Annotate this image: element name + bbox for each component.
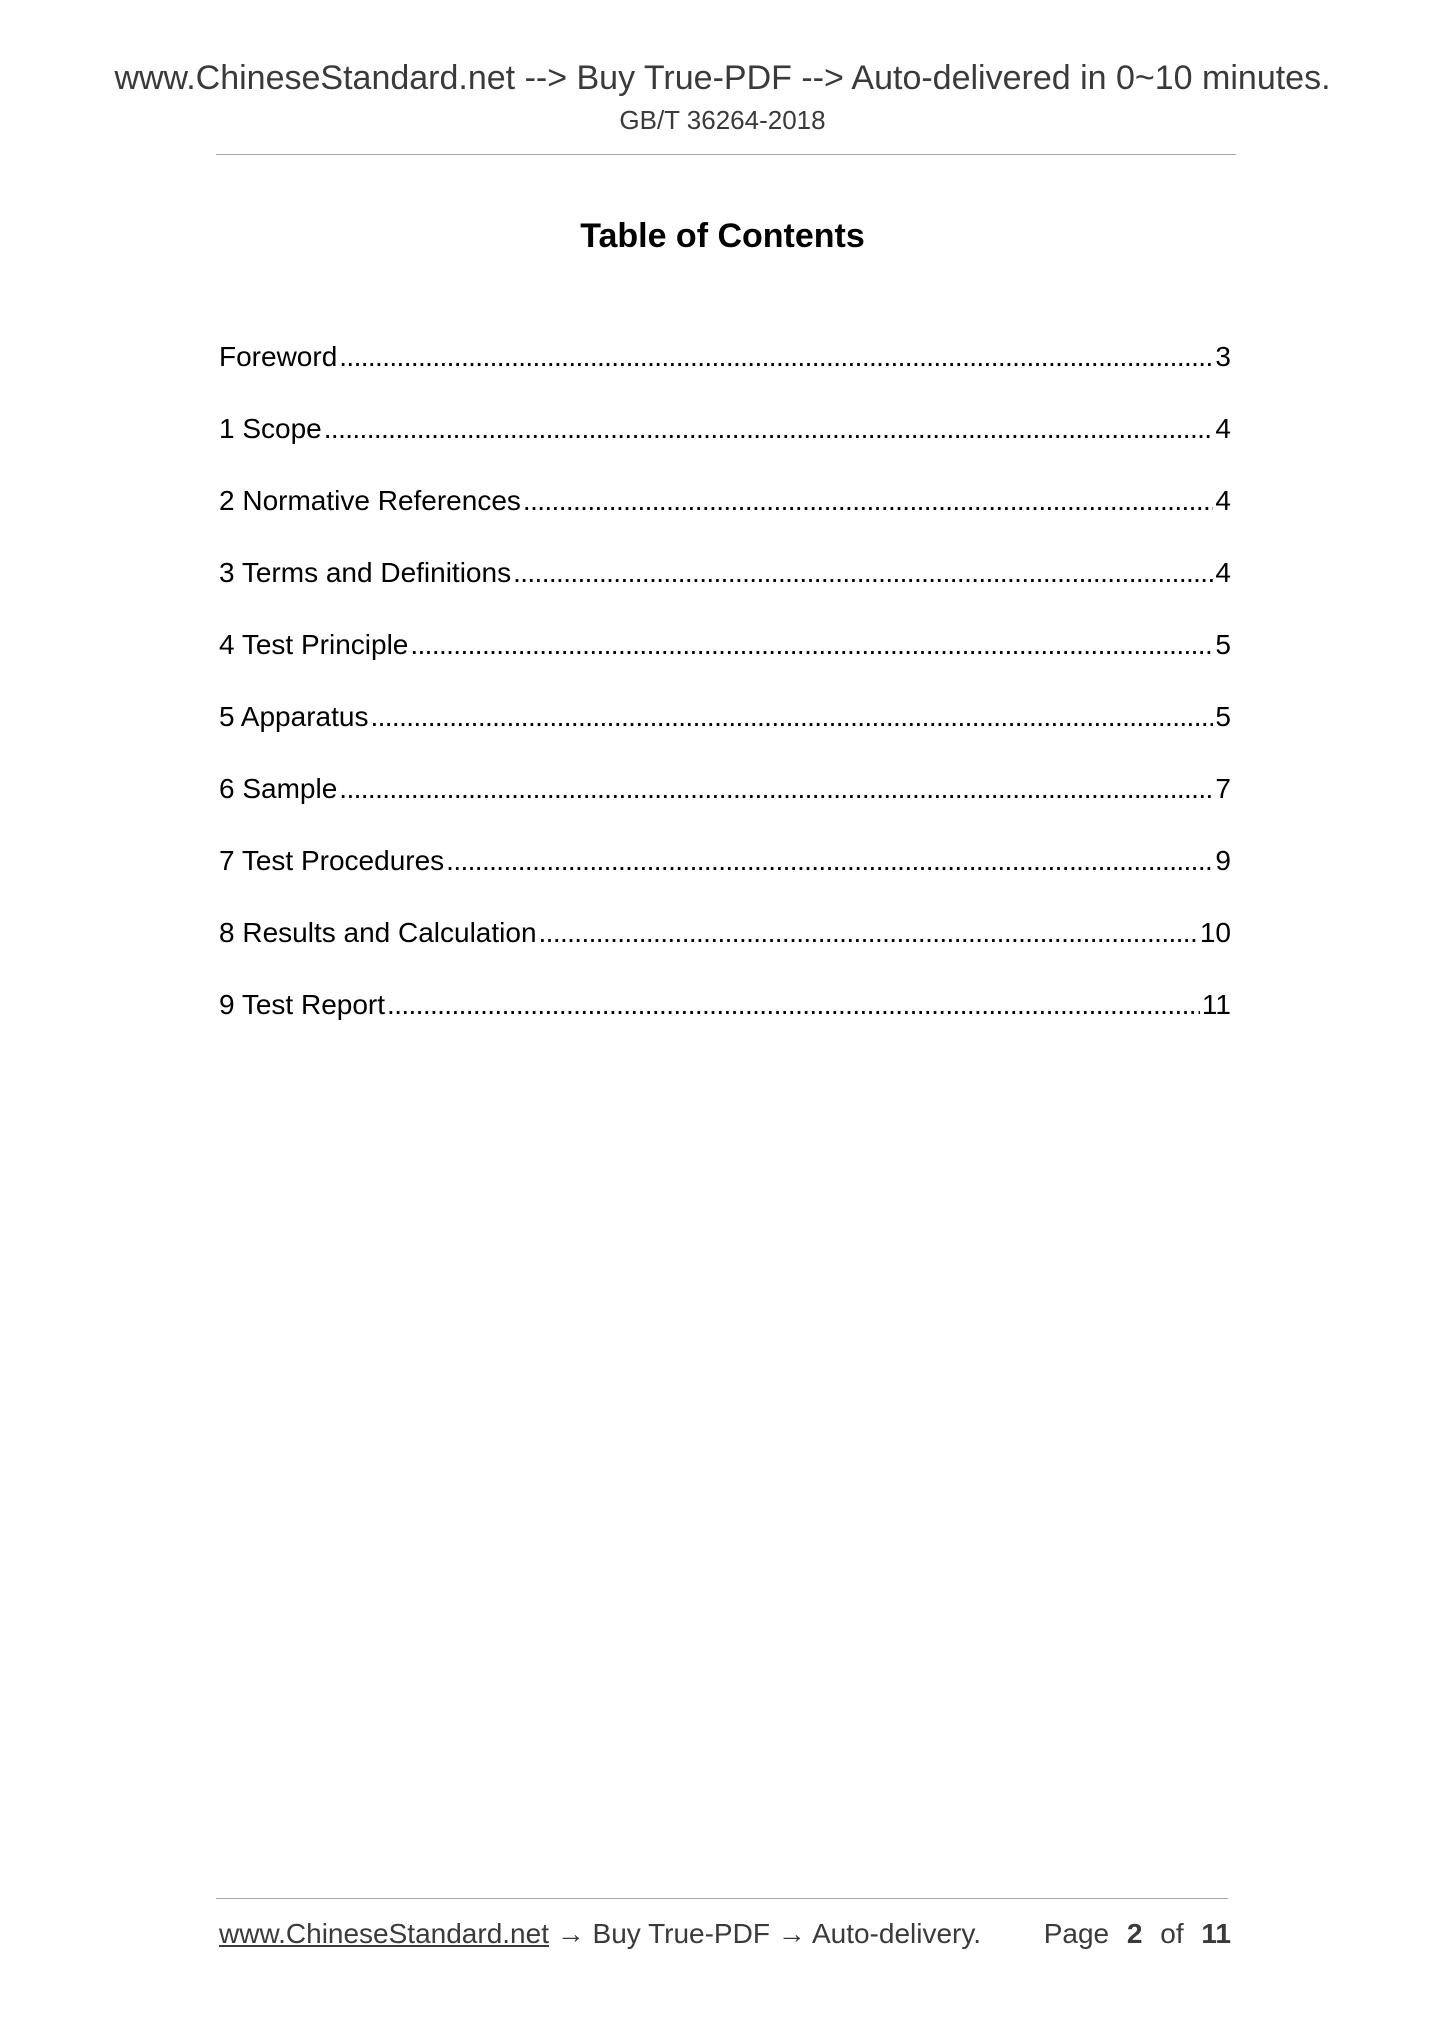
arrow-right-icon: → <box>777 1918 806 1949</box>
toc-entry-page: 4 <box>1215 485 1231 516</box>
footer-buy-text: Buy True-PDF <box>592 1918 770 1949</box>
page-of: of <box>1160 1918 1184 1949</box>
dot-leader <box>387 982 1200 1028</box>
toc-entry-apparatus[interactable] <box>219 694 1231 766</box>
toc-entry-page: 5 <box>1215 629 1231 660</box>
toc-entry-label: 6 Sample <box>219 773 338 804</box>
toc-entry-page: 4 <box>1215 557 1231 588</box>
dot-leader <box>370 694 1213 740</box>
footer-site-link[interactable]: www.ChineseStandard.net <box>219 1918 549 1949</box>
footer-promo <box>219 1912 981 1956</box>
toc-title: Table of Contents <box>580 217 865 255</box>
page-current: 2 <box>1126 1918 1143 1949</box>
toc-entry-page: 3 <box>1215 341 1231 372</box>
toc-entry-results-calculation[interactable] <box>219 910 1231 982</box>
toc-entry-page: 7 <box>1215 773 1231 804</box>
toc-entry-normative-references[interactable] <box>219 478 1231 550</box>
page-total: 11 <box>1201 1918 1231 1949</box>
toc-entry-terms-definitions[interactable] <box>219 550 1231 622</box>
footer-divider <box>216 1898 1228 1899</box>
header-banner: www.ChineseStandard.net --> Buy True-PDF --> Auto-delivered in 0~10 minutes. <box>114 59 1331 97</box>
page-footer <box>219 1912 1231 1956</box>
header-divider <box>216 154 1236 155</box>
page-indicator <box>1044 1912 1231 1956</box>
dot-leader <box>339 766 1213 812</box>
toc-entry-label: 5 Apparatus <box>219 701 369 732</box>
toc-entry-page: 4 <box>1215 413 1231 444</box>
dot-leader <box>410 622 1213 668</box>
toc-entry-test-principle[interactable] <box>219 622 1231 694</box>
dot-leader <box>339 334 1213 380</box>
toc-entry-label: 3 Terms and Definitions <box>219 557 512 588</box>
standard-number: GB/T 36264-2018 <box>619 105 826 135</box>
toc-entry-foreword[interactable] <box>219 334 1231 406</box>
toc-entry-label: 1 Scope <box>219 413 322 444</box>
toc-entry-test-procedures[interactable] <box>219 838 1231 910</box>
toc-entry-label: 8 Results and Calculation <box>219 917 537 948</box>
dot-leader <box>523 478 1214 524</box>
footer-delivery-text: Auto-delivery. <box>811 1918 982 1949</box>
dot-leader <box>324 406 1214 452</box>
toc-entry-label: 9 Test Report <box>219 989 386 1020</box>
toc-entry-label: 2 Normative References <box>219 485 521 516</box>
toc-entry-sample[interactable] <box>219 766 1231 838</box>
toc-entry-page: 11 <box>1201 989 1231 1020</box>
toc-entry-page: 5 <box>1215 701 1231 732</box>
toc-entry-page: 9 <box>1215 845 1231 876</box>
page-label: Page <box>1043 1918 1110 1949</box>
toc-entry-label: 4 Test Principle <box>219 629 409 660</box>
toc-entry-label: 7 Test Procedures <box>219 845 445 876</box>
dot-leader <box>513 550 1213 596</box>
toc-entry-test-report[interactable] <box>219 982 1231 1054</box>
toc-entry-page: 10 <box>1199 917 1231 948</box>
toc-list <box>219 334 1231 1054</box>
toc-entry-scope[interactable] <box>219 406 1231 478</box>
toc-entry-label: Foreword <box>219 341 338 372</box>
dot-leader <box>446 838 1213 884</box>
dot-leader <box>539 910 1198 956</box>
arrow-right-icon: → <box>556 1918 585 1949</box>
